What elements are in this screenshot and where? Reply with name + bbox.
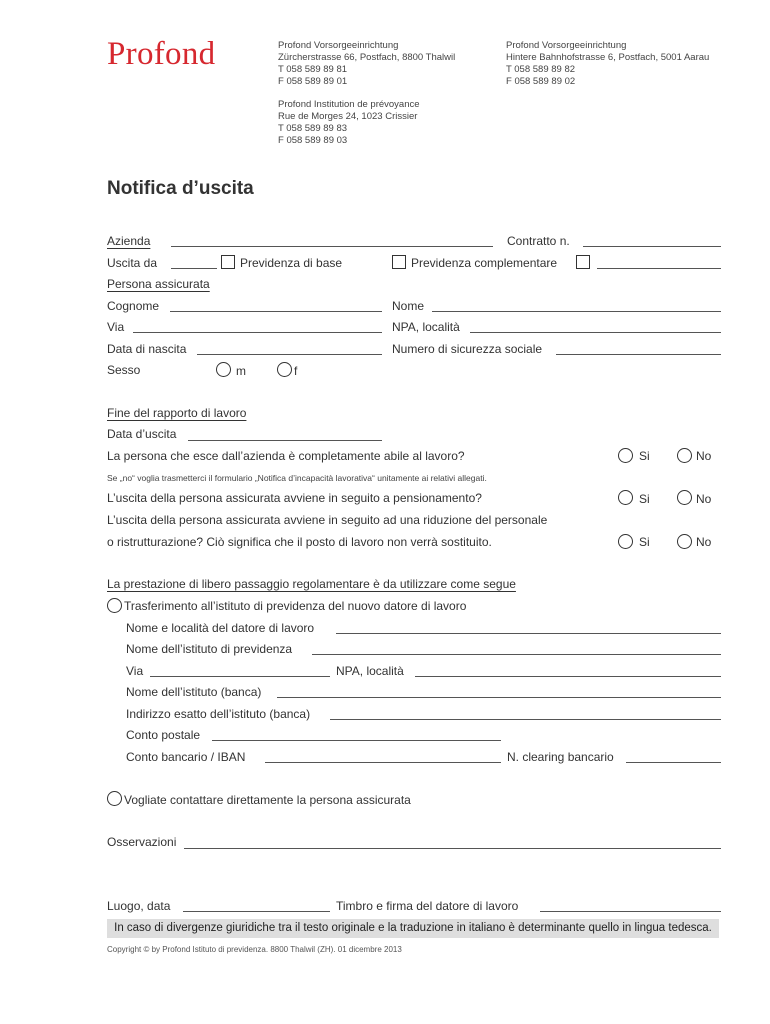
indirizzo-field[interactable] — [330, 719, 721, 720]
contratto-label: Contratto n. — [507, 234, 570, 248]
address-line: Zürcherstrasse 66, Postfach, 8800 Thalwil — [278, 52, 456, 63]
avs-label: Numero di sicurezza sociale — [392, 342, 543, 356]
azienda-label: Azienda — [107, 234, 151, 248]
sesso-f-radio[interactable] — [277, 362, 292, 377]
timbro-field[interactable] — [540, 911, 721, 912]
clearing-field[interactable] — [626, 762, 721, 763]
address-line: T 058 589 89 83 — [278, 123, 348, 134]
address-line: Rue de Morges 24, 1023 Crissier — [278, 111, 418, 122]
osservazioni-label: Osservazioni — [107, 835, 177, 849]
indirizzo-label: Indirizzo esatto dell’istituto (banca) — [126, 707, 311, 721]
sesso-f-label: f — [294, 364, 298, 378]
address-line: Profond Institution de prévoyance — [278, 99, 420, 110]
q2-si-radio[interactable] — [618, 490, 633, 505]
address-line: Profond Vorsorgeeinrichtung — [506, 40, 627, 51]
avs-field[interactable] — [556, 354, 721, 355]
postale-label: Conto postale — [126, 728, 201, 742]
nome-field[interactable] — [432, 311, 721, 312]
postale-field[interactable] — [212, 740, 501, 741]
timbro-label: Timbro e firma del datore di lavoro — [336, 899, 519, 913]
cognome-field[interactable] — [170, 311, 382, 312]
q3-si-radio[interactable] — [618, 534, 633, 549]
npa-field[interactable] — [470, 332, 721, 333]
contratto-field[interactable] — [583, 246, 721, 247]
via-field[interactable] — [133, 332, 382, 333]
nascita-field[interactable] — [197, 354, 382, 355]
page-title: Notifica d’uscita — [107, 178, 254, 199]
iban-label: Conto bancario / IBAN — [126, 750, 246, 764]
legal-notice: In caso di divergenze giuridiche tra il testo originale e la traduzione in italiano è determinante quello in lingua tedesca. — [107, 919, 719, 938]
nascita-label: Data di nascita — [107, 342, 187, 356]
q3-no-radio[interactable] — [677, 534, 692, 549]
q1-si-radio[interactable] — [618, 448, 633, 463]
clearing-label: N. clearing bancario — [507, 750, 614, 764]
prest-npa-field[interactable] — [415, 676, 721, 677]
sesso-m-radio[interactable] — [216, 362, 231, 377]
datore-field[interactable] — [336, 633, 721, 634]
npa-label: NPA, località — [392, 320, 460, 334]
prest-via-label: Via — [126, 664, 144, 678]
other-checkbox[interactable] — [576, 255, 590, 269]
si-label: Si — [639, 449, 650, 463]
prev-compl-checkbox[interactable] — [392, 255, 406, 269]
uscita-da-label: Uscita da — [107, 256, 158, 270]
q3-text-line2: o ristrutturazione? Ciò significa che il posto di lavoro non verrà sostituito. — [107, 535, 492, 549]
address-aarau — [506, 40, 709, 88]
no-label: No — [696, 492, 712, 506]
data-uscita-label: Data d’uscita — [107, 427, 177, 441]
banca-field[interactable] — [277, 697, 721, 698]
sesso-label: Sesso — [107, 363, 141, 377]
address-line: Profond Vorsorgeeinrichtung — [278, 40, 399, 51]
q2-text: L’uscita della persona assicurata avviene in seguito a pensionamento? — [107, 491, 482, 505]
via-label: Via — [107, 320, 125, 334]
si-label: Si — [639, 492, 650, 506]
q2-no-radio[interactable] — [677, 490, 692, 505]
uscita-da-field[interactable] — [171, 268, 217, 269]
q1-no-radio[interactable] — [677, 448, 692, 463]
q1-text: La persona che esce dall’azienda è completamente abile al lavoro? — [107, 449, 465, 463]
address-thalwil — [278, 40, 455, 88]
luogo-label: Luogo, data — [107, 899, 171, 913]
prev-base-checkbox[interactable] — [221, 255, 235, 269]
q1-note: Se „no“ voglia trasmetterci il formulario „Notifica d’incapacità lavorativa“ unitamente ai relativi allegati. — [107, 473, 487, 483]
azienda-field[interactable] — [171, 246, 493, 247]
iban-field[interactable] — [265, 762, 501, 763]
nome-label: Nome — [392, 299, 425, 313]
prest-npa-label: NPA, località — [336, 664, 404, 678]
prev-compl-label: Previdenza complementare — [411, 256, 558, 270]
address-crissier — [278, 99, 420, 147]
osservazioni-field[interactable] — [184, 848, 721, 849]
luogo-field[interactable] — [183, 911, 330, 912]
opt2-label: Vogliate contattare direttamente la persona assicurata — [124, 793, 411, 807]
address-line: T 058 589 89 81 — [278, 64, 348, 75]
address-line: Hintere Bahnhofstrasse 6, Postfach, 5001 Aarau — [506, 52, 710, 63]
si-label: Si — [639, 535, 650, 549]
opt2-radio[interactable] — [107, 791, 122, 806]
no-label: No — [696, 449, 712, 463]
sesso-m-label: m — [236, 364, 246, 378]
copyright: Copyright © by Profond Istituto di previdenza. 8800 Thalwil (ZH). 01 dicembre 2013 — [107, 945, 402, 954]
fine-heading: Fine del rapporto di lavoro — [107, 406, 247, 420]
address-line: F 058 589 89 02 — [506, 76, 576, 87]
address-line: F 058 589 89 01 — [278, 76, 348, 87]
opt1-label: Trasferimento all’istituto di previdenza del nuovo datore di lavoro — [124, 599, 467, 613]
istituto-field[interactable] — [312, 654, 721, 655]
opt1-radio[interactable] — [107, 598, 122, 613]
prest-via-field[interactable] — [150, 676, 330, 677]
address-line: T 058 589 89 82 — [506, 64, 576, 75]
data-uscita-field[interactable] — [188, 440, 382, 441]
other-field[interactable] — [597, 268, 721, 269]
datore-label: Nome e località del datore di lavoro — [126, 621, 315, 635]
istituto-label: Nome dell’istituto di previdenza — [126, 642, 293, 656]
persona-heading: Persona assicurata — [107, 277, 210, 291]
profond-logo: Profond — [107, 36, 216, 72]
prev-base-label: Previdenza di base — [240, 256, 343, 270]
address-line: F 058 589 89 03 — [278, 135, 348, 146]
prestazione-heading: La prestazione di libero passaggio regolamentare è da utilizzare come segue — [107, 577, 516, 591]
cognome-label: Cognome — [107, 299, 160, 313]
no-label: No — [696, 535, 712, 549]
q3-text-line1: L’uscita della persona assicurata avviene in seguito ad una riduzione del personale — [107, 513, 548, 527]
banca-label: Nome dell’istituto (banca) — [126, 685, 262, 699]
